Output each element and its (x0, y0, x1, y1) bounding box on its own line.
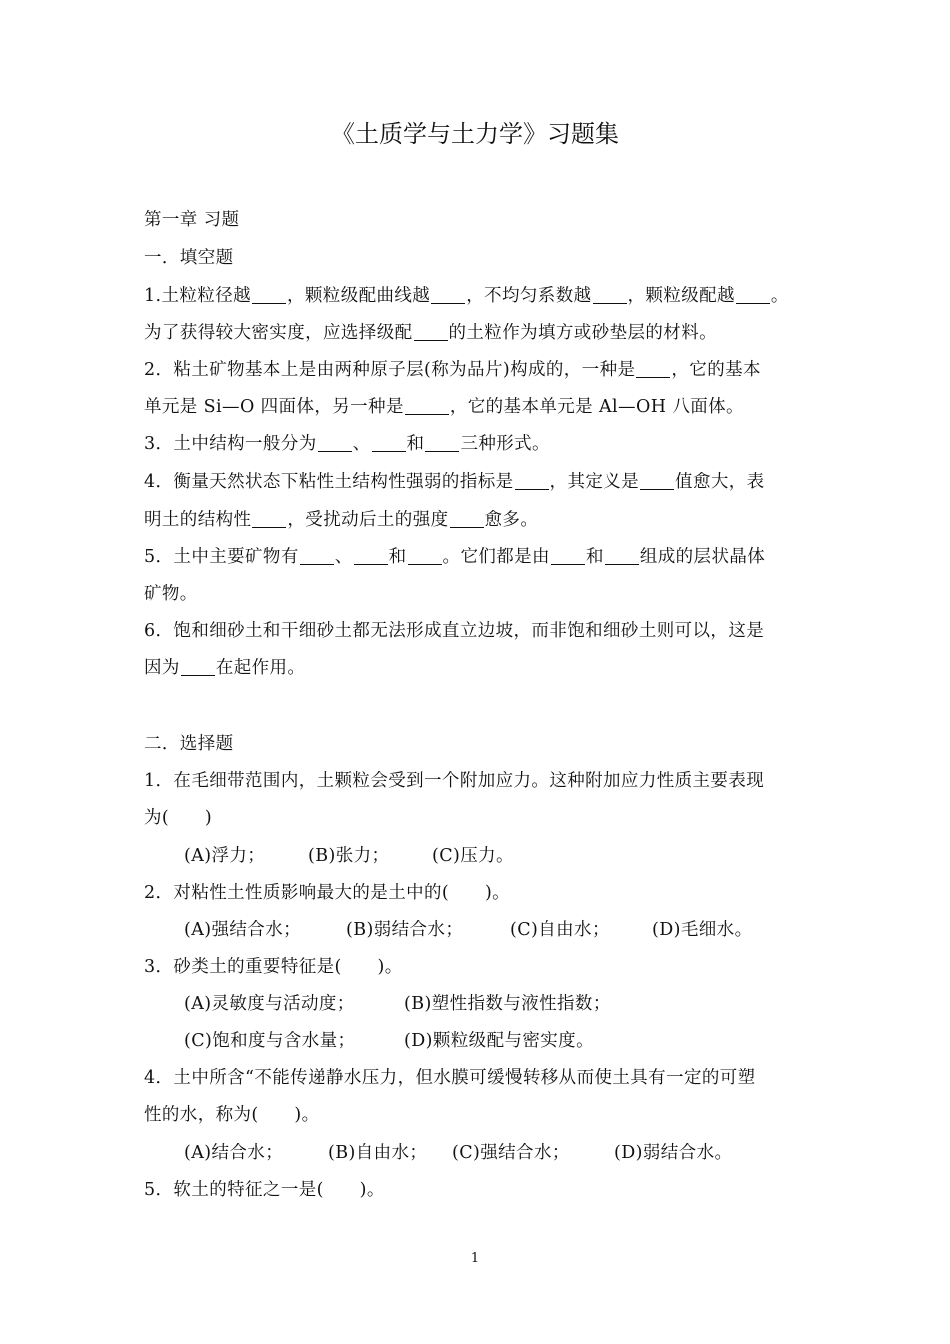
answer-blank[interactable] (736, 285, 770, 304)
option[interactable]: (C)饱和度与含水量； (184, 1031, 356, 1051)
document-title: 《土质学与土力学》习题集 (331, 120, 619, 148)
question-line: 4．土中所含“不能传递静水压力，但水膜可缓慢转移从而使土具有一定的可塑 (144, 1068, 756, 1088)
question-line: 5．软土的特征之一是( )。 (144, 1180, 385, 1200)
answer-blank[interactable] (551, 546, 585, 565)
answer-blank[interactable] (431, 285, 465, 304)
chapter-heading: 第一章 习题 (144, 210, 240, 230)
page-number: 1 (470, 1251, 480, 1266)
section-heading-choice: 二．选择题 (144, 734, 234, 754)
answer-blank[interactable] (636, 359, 670, 378)
answer-blank[interactable] (181, 657, 215, 676)
answer-blank[interactable] (318, 433, 352, 452)
answer-blank[interactable] (450, 509, 484, 528)
question-line: 为( ) (144, 808, 213, 828)
option[interactable]: (B)张力； (308, 846, 390, 866)
question-line: 单元是 Si—O 四面体，另一种是 ，它的基本单元是 Al—OH 八面体。 (144, 397, 744, 417)
answer-blank[interactable] (405, 396, 449, 415)
answer-blank[interactable] (425, 433, 459, 452)
option[interactable]: (A)结合水； (184, 1143, 284, 1163)
question-line: 矿物。 (144, 584, 198, 604)
answer-blank[interactable] (252, 285, 286, 304)
question-line: 明土的结构性 ，受扰动后土的强度 愈多。 (144, 510, 539, 530)
answer-blank[interactable] (300, 546, 334, 565)
option[interactable]: (D)毛细水。 (652, 920, 753, 940)
question-line: 2．对粘性土性质影响最大的是土中的( )。 (144, 883, 511, 903)
question-line: 3．土中结构一般分为 、 和 三种形式。 (144, 434, 550, 454)
answer-blank[interactable] (408, 546, 442, 565)
option[interactable]: (D)颗粒级配与密实度。 (404, 1031, 594, 1051)
question-line: 因为 在起作用。 (144, 658, 306, 678)
section-heading-fill-in: 一．填空题 (144, 248, 234, 268)
option[interactable]: (A)浮力； (184, 846, 266, 866)
question-line: 6．饱和细砂土和干细砂土都无法形成直立边坡，而非饱和细砂土则可以，这是 (144, 621, 765, 641)
answer-blank[interactable] (372, 433, 406, 452)
question-line: 1.土粒粒径越 ，颗粒级配曲线越 ，不均匀系数越 ，颗粒级配越 。 (144, 286, 789, 306)
question-line: 2．粘土矿物基本上是由两种原子层(称为品片)构成的，一种是 ，它的基本 (144, 360, 761, 380)
answer-blank[interactable] (593, 285, 627, 304)
option[interactable]: (A)强结合水； (184, 920, 301, 940)
option[interactable]: (C)压力。 (432, 846, 514, 866)
answer-blank[interactable] (354, 546, 388, 565)
option[interactable]: (A)灵敏度与活动度； (184, 994, 355, 1014)
question-line: 5．土中主要矿物有 、 和 。它们都是由 和 组成的层状晶体 (144, 547, 766, 567)
option[interactable]: (B)弱结合水； (346, 920, 464, 940)
question-line: 1．在毛细带范围内，土颗粒会受到一个附加应力。这种附加应力性质主要表现 (144, 771, 765, 791)
option[interactable]: (B)塑性指数与液性指数； (404, 994, 611, 1014)
answer-blank[interactable] (605, 546, 639, 565)
question-line: 性的水，称为( )。 (144, 1105, 320, 1125)
option[interactable]: (C)自由水； (510, 920, 610, 940)
question-line: 3．砂类土的重要特征是( )。 (144, 957, 403, 977)
question-line: 为了获得较大密实度，应选择级配 的土粒作为填方或砂垫层的材料。 (144, 323, 717, 343)
option[interactable]: (C)强结合水； (452, 1143, 570, 1163)
option[interactable]: (B)自由水； (328, 1143, 428, 1163)
answer-blank[interactable] (414, 322, 448, 341)
answer-blank[interactable] (640, 471, 674, 490)
answer-blank[interactable] (515, 471, 549, 490)
option[interactable]: (D)弱结合水。 (614, 1143, 733, 1163)
question-line: 4．衡量天然状态下粘性土结构性强弱的指标是 ，其定义是 值愈大，表 (144, 472, 765, 492)
answer-blank[interactable] (252, 509, 286, 528)
